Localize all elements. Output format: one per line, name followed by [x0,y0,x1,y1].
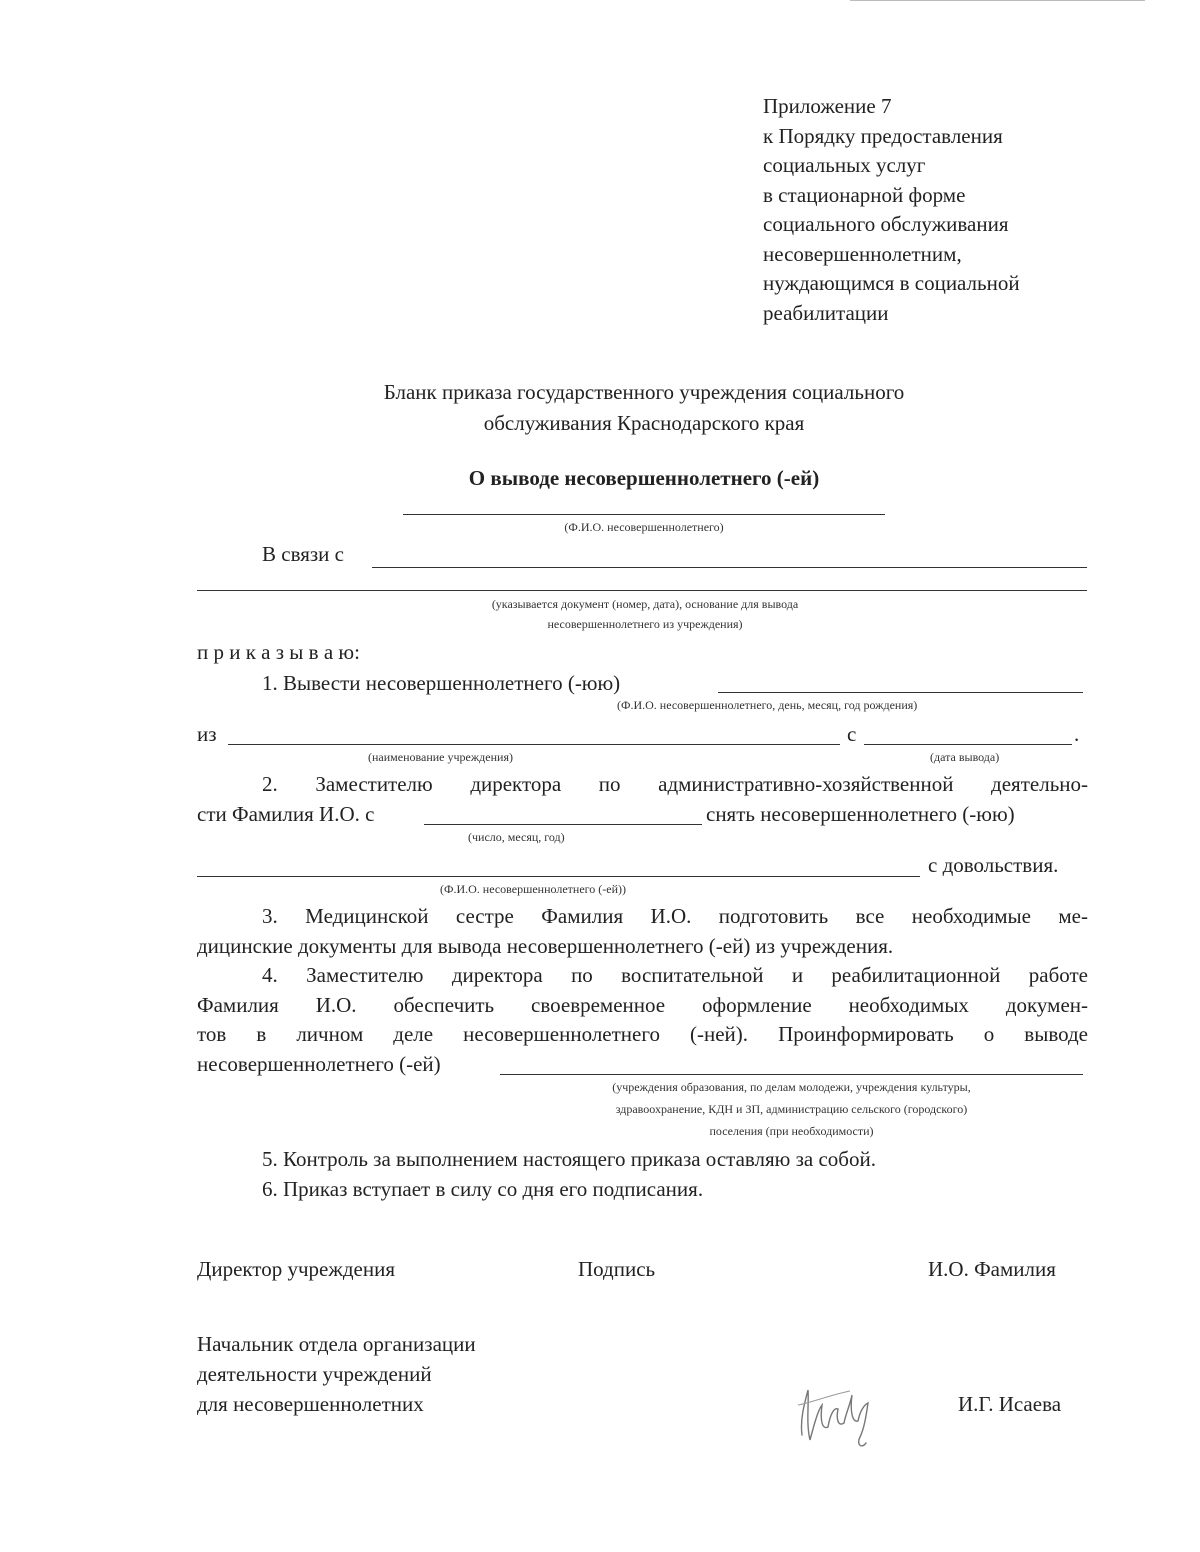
item2-line3: с довольствия. [928,853,1059,877]
hint-removal-date: (дата вывода) [930,750,1000,764]
period-mark: . [1074,722,1080,746]
hint-institution: (наименование учреждения) [368,750,513,764]
appendix-line: социального обслуживания [763,212,1009,236]
director-name: И.О. Фамилия [928,1257,1056,1281]
orgs-blank[interactable] [500,1074,1083,1075]
hint-fio-minor: (Ф.И.О. несовершеннолетнего) [564,520,724,534]
order-title: О выводе несовершеннолетнего (-ей) [468,466,820,490]
reason-blank-2[interactable] [197,590,1087,591]
fio-minor-blank[interactable] [403,514,885,515]
item2-line2b: снять несовершеннолетнего (-юю) [706,802,1015,826]
appendix-line: социальных услуг [763,153,926,177]
item3-line1: 3. Медицинской сестре Фамилия И.О. подготовить все необходимые ме- [262,904,1088,928]
appendix-line: несовершеннолетним, [763,241,962,266]
hint-orgs-2: здравоохранение, КДН и ЗП, администрацию сельского (городского) [615,1102,968,1116]
hint-fio-birth: (Ф.И.О. несовершеннолетнего, день, месяц, год рождения) [617,698,918,712]
in-connection-label: В связи с [262,542,344,566]
head-title-line1: Начальник отдела организации [197,1332,476,1356]
from-label: из [197,722,217,746]
signature-placeholder: Подпись [578,1257,656,1281]
appendix-note [763,92,1020,328]
hint-fio-minor-ey: (Ф.И.О. несовершеннолетнего (-ей)) [440,882,627,896]
appendix-line: нуждающимся в социальной [763,271,1020,295]
item6: 6. Приказ вступает в силу со дня его подписания. [262,1177,704,1201]
date-blank[interactable] [424,824,702,825]
removal-date-blank[interactable] [864,744,1072,745]
appendix-line: Приложение 7 [763,94,892,118]
director-title: Директор учреждения [197,1257,395,1281]
order-word: п р и к а з ы в а ю: [197,640,360,664]
item1-text: 1. Вывести несовершеннолетнего (-юю) [262,671,621,695]
item5: 5. Контроль за выполнением настоящего приказа оставляю за собой. [262,1147,876,1171]
fio-minor-ey-blank[interactable] [197,876,920,877]
hint-date-dmy: (число, месяц, год) [468,830,565,844]
hint-document-2: несовершеннолетнего из учреждения) [547,617,743,631]
fio-birth-blank[interactable] [718,692,1083,693]
reason-blank[interactable] [372,567,1087,568]
handwritten-signature [790,1365,880,1455]
hint-orgs-3: поселения (при необходимости) [709,1124,874,1138]
item2-line1: 2. Заместителю директора по административно-хозяйственной деятельно- [262,772,1088,796]
item3-line2: дицинские документы для вывода несовершеннолетнего (-ей) из учреждения. [197,934,894,958]
item2-line2a: сти Фамилия И.О. с [197,802,375,826]
appendix-line: реабилитации [763,300,889,325]
appendix-line: в стационарной форме [763,182,966,207]
hint-orgs-1: (учреждения образования, по делам молодежи, учреждения культуры, [612,1080,971,1094]
hint-document-1: (указывается документ (номер, дата), основание для вывода [491,597,799,611]
head-title-line3: для несовершеннолетних [197,1392,424,1416]
item4-line4: несовершеннолетнего (-ей) [197,1052,441,1076]
item4-line2: Фамилия И.О. обеспечить своевременное оформление необходимых докумен- [197,993,1088,1017]
top-edge-line [850,0,1145,1]
form-title-line2: обслуживания Краснодарского края [483,411,805,435]
head-title-line2: деятельности учреждений [197,1362,432,1386]
institution-blank[interactable] [228,744,840,745]
item4-line3: тов в личном деле несовершеннолетнего (-ней). Проинформировать о выводе [197,1022,1088,1046]
form-title-line1: Бланк приказа государственного учреждения социального [383,380,905,404]
head-name: И.Г. Исаева [958,1392,1062,1416]
appendix-line: к Порядку предоставления [763,123,1003,148]
since-label: с [847,722,857,746]
item4-line1: 4. Заместителю директора по воспитательной и реабилитационной работе [262,963,1088,987]
